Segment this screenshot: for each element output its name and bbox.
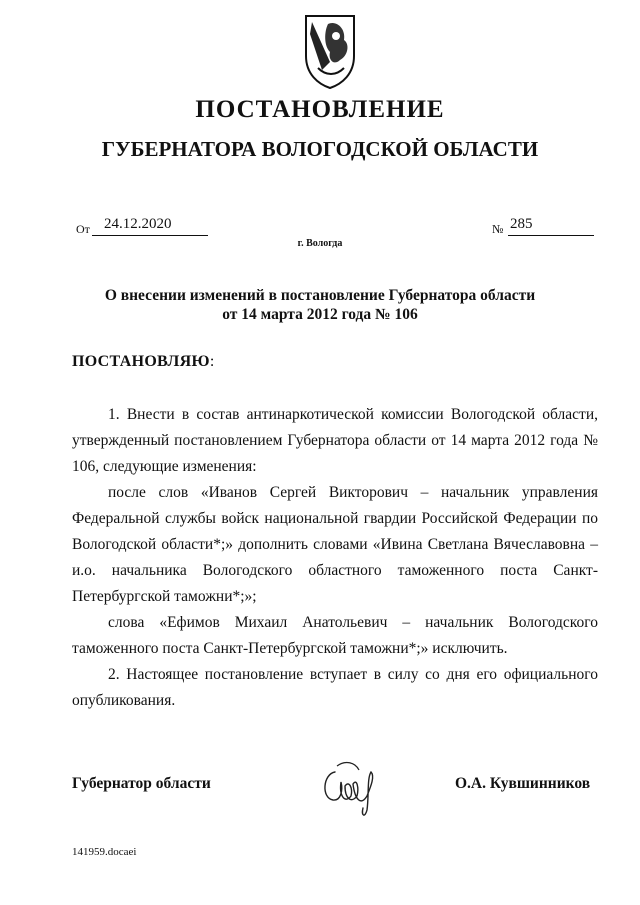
- handwritten-signature: [315, 752, 395, 822]
- subject-line-1: О внесении изменений в постановление Губернатора области: [104, 287, 536, 304]
- document-title: ПОСТАНОВЛЕНИЕ: [195, 96, 445, 123]
- signatory-position: Губернатор области: [72, 775, 211, 792]
- decree-word: ПОСТАНОВЛЯЮ: [72, 353, 210, 370]
- date-prefix: От: [76, 222, 90, 236]
- number-prefix: №: [492, 222, 504, 236]
- paragraph-1: 1. Внести в состав антинаркотической комиссии Вологодской области, утвержденный постановлением Губернатора области от 14 марта 2012 года № 106, следующие изменения:: [72, 406, 598, 475]
- document-subject: [90, 286, 550, 324]
- paragraph-3: слова «Ефимов Михаил Анатольевич – начальник Вологодского таможенного поста Санкт-Петербургской таможни*;» исключить.: [72, 614, 598, 657]
- decree-colon: :: [209, 353, 215, 370]
- document-date: 24.12.2020: [92, 216, 208, 236]
- subject-line-2: от 14 марта 2012 года № 106: [222, 306, 418, 323]
- paragraph-4: 2. Настоящее постановление вступает в силу со дня его официального опубликования.: [72, 666, 598, 709]
- paragraph-2: после слов «Иванов Сергей Викторович – начальник управления Федеральной службы войск национальной гвардии Российской Федерации по Вологодской области*;» дополнить словами «Ивина Светлана Вячеславовна – и.о. начальника Вологодского областного таможенного поста Санкт-Петербургской таможни*;»;: [72, 484, 598, 605]
- signatory-name: О.А. Кувшинников: [455, 775, 591, 792]
- document-reference: 141959.docaei: [72, 846, 137, 858]
- document-body: [72, 402, 598, 714]
- city: г. Вологда: [297, 238, 343, 249]
- document-subtitle: ГУБЕРНАТОРА ВОЛОГОДСКОЙ ОБЛАСТИ: [101, 137, 539, 161]
- document-number: 285: [508, 216, 594, 236]
- coat-of-arms-icon: [300, 10, 360, 90]
- decree-heading: [72, 353, 215, 371]
